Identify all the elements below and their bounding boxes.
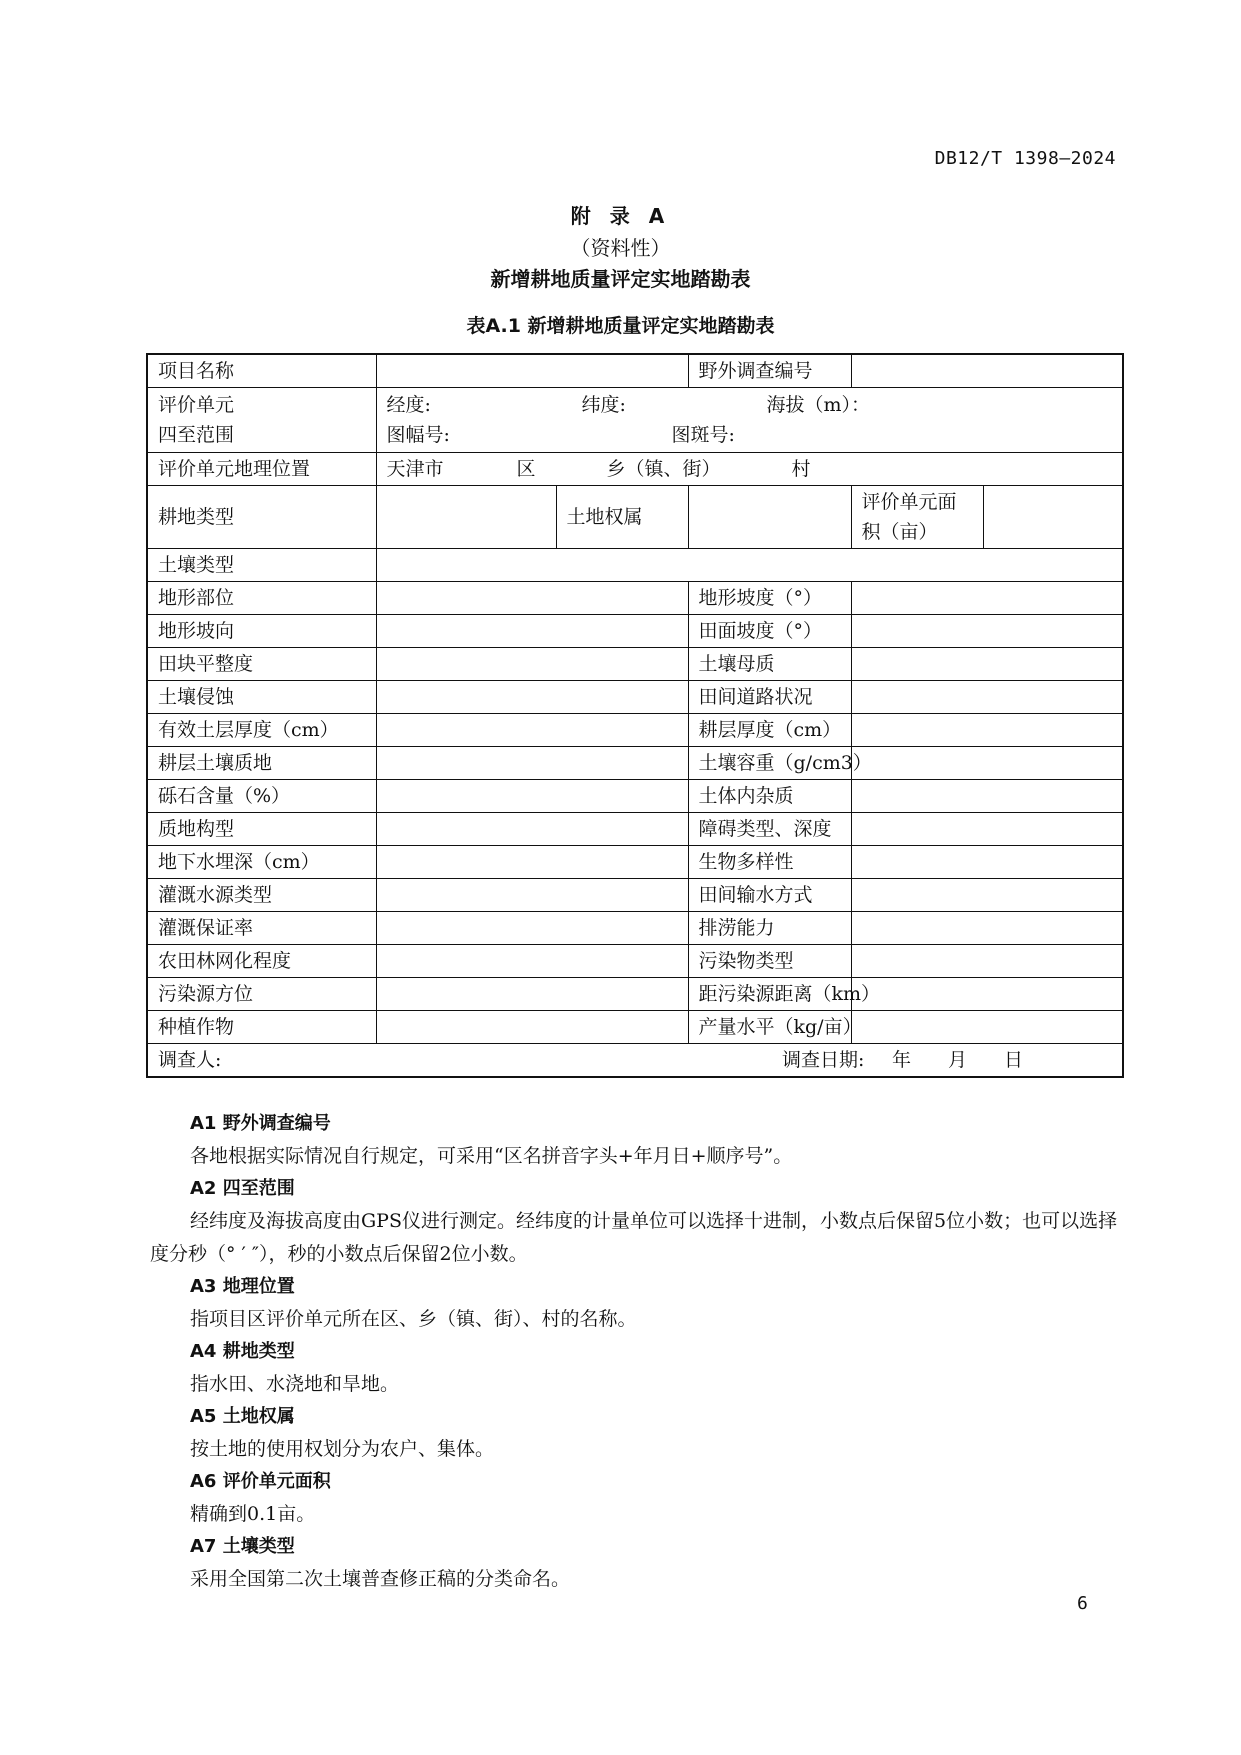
label-cell: 灌溉保证率 <box>147 912 376 945</box>
surveyor-label: 调查人: <box>158 1049 222 1071</box>
coordinates-cell[interactable] <box>376 388 1123 453</box>
table-row <box>147 978 1123 1011</box>
soil-type-value[interactable] <box>376 549 1123 582</box>
value-cell[interactable] <box>376 648 688 681</box>
town-label: 乡（镇、街） <box>606 458 721 480</box>
table-row <box>147 714 1123 747</box>
note-heading: A6 评价单元面积 <box>190 1471 331 1492</box>
label-cell: 田块平整度 <box>147 648 376 681</box>
value-cell[interactable] <box>851 648 1123 681</box>
appendix-title: 附 录 A <box>570 204 671 228</box>
signature-cell <box>147 1044 1123 1078</box>
district-label: 区 <box>516 458 536 480</box>
value-cell[interactable] <box>376 912 688 945</box>
label-cell: 耕层厚度（cm） <box>688 714 851 747</box>
label-cell: 土壤类型 <box>147 549 376 582</box>
note-heading: A5 土地权属 <box>190 1406 295 1427</box>
value-cell[interactable] <box>851 615 1123 648</box>
day-label: 日 <box>1004 1049 1024 1071</box>
note-heading: A4 耕地类型 <box>190 1341 295 1362</box>
table-row <box>147 388 1123 453</box>
label-cell: 土壤侵蚀 <box>147 681 376 714</box>
label-cell: 项目名称 <box>147 354 376 388</box>
label-cell <box>147 388 376 453</box>
label-cell: 砾石含量（%） <box>147 780 376 813</box>
project-name-value[interactable] <box>376 354 688 388</box>
land-ownership-value[interactable] <box>688 486 851 549</box>
value-cell[interactable] <box>376 780 688 813</box>
label-cell: 评价单元地理位置 <box>147 453 376 486</box>
value-cell[interactable] <box>851 945 1123 978</box>
note-body: 精确到0.1亩。 <box>190 1503 316 1525</box>
value-cell[interactable] <box>851 780 1123 813</box>
label-cell: 有效土层厚度（cm） <box>147 714 376 747</box>
value-cell[interactable] <box>376 615 688 648</box>
label-cell: 田间道路状况 <box>688 681 851 714</box>
year-label: 年 <box>892 1049 912 1071</box>
table-row <box>147 1044 1123 1078</box>
table-row <box>147 453 1123 486</box>
table-row <box>147 615 1123 648</box>
label-cell: 野外调查编号 <box>688 354 851 388</box>
table-caption: 表A.1 新增耕地质量评定实地踏勘表 <box>466 315 775 337</box>
value-cell[interactable] <box>376 945 688 978</box>
eval-unit-label-2: 四至范围 <box>158 424 235 446</box>
survey-table <box>146 353 1124 1078</box>
label-cell: 土壤容重（g/cm3） <box>688 747 851 780</box>
label-cell: 产量水平（kg/亩） <box>688 1011 851 1044</box>
table-row <box>147 846 1123 879</box>
note-heading: A3 地理位置 <box>190 1276 295 1297</box>
note-heading: A7 土壤类型 <box>190 1536 295 1557</box>
longitude-label: 经度: <box>386 394 431 416</box>
map-patch-label: 图斑号: <box>671 424 735 446</box>
city-label: 天津市 <box>386 458 444 480</box>
label-cell: 地形坡度（°） <box>688 582 851 615</box>
value-cell[interactable] <box>851 978 1123 1011</box>
label-cell: 种植作物 <box>147 1011 376 1044</box>
label-cell: 距污染源距离（km） <box>688 978 851 1011</box>
note-heading: A1 野外调查编号 <box>190 1113 331 1134</box>
note-body: 指水田、水浇地和旱地。 <box>190 1373 400 1395</box>
field-no-value[interactable] <box>851 354 1123 388</box>
table-row <box>147 582 1123 615</box>
table-row <box>147 780 1123 813</box>
label-cell: 耕层土壤质地 <box>147 747 376 780</box>
label-cell: 污染物类型 <box>688 945 851 978</box>
table-row <box>147 354 1123 388</box>
altitude-label: 海拔（m）： <box>766 394 871 416</box>
latitude-label: 纬度: <box>581 394 626 416</box>
label-cell: 生物多样性 <box>688 846 851 879</box>
label-cell: 地下水埋深（cm） <box>147 846 376 879</box>
label-cell: 障碍类型、深度 <box>688 813 851 846</box>
table-row <box>147 747 1123 780</box>
table-row <box>147 879 1123 912</box>
label-cell: 排涝能力 <box>688 912 851 945</box>
label-cell: 评价单元面积（亩） <box>851 486 983 549</box>
value-cell[interactable] <box>376 1011 688 1044</box>
label-cell: 土体内杂质 <box>688 780 851 813</box>
label-cell: 土壤母质 <box>688 648 851 681</box>
value-cell[interactable] <box>376 747 688 780</box>
note-body: 各地根据实际情况自行规定，可采用“区名拼音字头+年月日+顺序号”。 <box>190 1145 793 1167</box>
note-body: 采用全国第二次土壤普查修正稿的分类命名。 <box>190 1568 571 1590</box>
value-cell[interactable] <box>851 747 1123 780</box>
label-cell: 田面坡度（°） <box>688 615 851 648</box>
table-row <box>147 945 1123 978</box>
value-cell[interactable] <box>376 681 688 714</box>
value-cell[interactable] <box>851 813 1123 846</box>
value-cell[interactable] <box>851 714 1123 747</box>
table-row <box>147 648 1123 681</box>
value-cell[interactable] <box>851 879 1123 912</box>
label-cell: 田间输水方式 <box>688 879 851 912</box>
location-cell[interactable] <box>376 453 1123 486</box>
label-cell: 农田林网化程度 <box>147 945 376 978</box>
farmland-type-value[interactable] <box>376 486 556 549</box>
value-cell[interactable] <box>376 978 688 1011</box>
month-label: 月 <box>948 1049 968 1071</box>
value-cell[interactable] <box>851 681 1123 714</box>
label-cell: 质地构型 <box>147 813 376 846</box>
label-cell: 土地权属 <box>556 486 688 549</box>
table-row <box>147 1011 1123 1044</box>
appendix-main-title: 新增耕地质量评定实地踏勘表 <box>490 267 751 291</box>
value-cell[interactable] <box>376 879 688 912</box>
table-row <box>147 813 1123 846</box>
table-row <box>147 912 1123 945</box>
value-cell[interactable] <box>376 582 688 615</box>
note-heading: A2 四至范围 <box>190 1178 295 1199</box>
label-cell: 耕地类型 <box>147 486 376 549</box>
unit-area-value[interactable] <box>983 486 1123 549</box>
village-label: 村 <box>791 458 811 480</box>
value-cell[interactable] <box>376 714 688 747</box>
eval-unit-label-1: 评价单元 <box>158 394 235 416</box>
value-cell[interactable] <box>851 582 1123 615</box>
survey-date-label: 调查日期: <box>782 1049 865 1071</box>
label-cell: 灌溉水源类型 <box>147 879 376 912</box>
appendix-nature: （资料性） <box>570 236 671 260</box>
value-cell[interactable] <box>376 846 688 879</box>
value-cell[interactable] <box>376 813 688 846</box>
map-sheet-label: 图幅号: <box>386 424 450 446</box>
table-row <box>147 549 1123 582</box>
table-row <box>147 681 1123 714</box>
value-cell[interactable] <box>851 846 1123 879</box>
page-number: 6 <box>1077 1593 1088 1614</box>
value-cell[interactable] <box>851 912 1123 945</box>
label-cell: 地形坡向 <box>147 615 376 648</box>
note-body: 按土地的使用权划分为农户、集体。 <box>190 1438 495 1460</box>
document-code: DB12/T 1398—2024 <box>934 148 1116 169</box>
note-body: 指项目区评价单元所在区、乡（镇、街）、村的名称。 <box>190 1308 637 1330</box>
label-cell: 地形部位 <box>147 582 376 615</box>
value-cell[interactable] <box>851 1011 1123 1044</box>
notes-section <box>150 1108 1120 1596</box>
label-cell: 污染源方位 <box>147 978 376 1011</box>
table-row <box>147 486 1123 549</box>
note-body: 经纬度及海拔高度由GPS仪进行测定。经纬度的计量单位可以选择十进制，小数点后保留5位小数；也可以选择度分秒（° ′ ″），秒的小数点后保留2位小数。 <box>150 1210 1118 1265</box>
